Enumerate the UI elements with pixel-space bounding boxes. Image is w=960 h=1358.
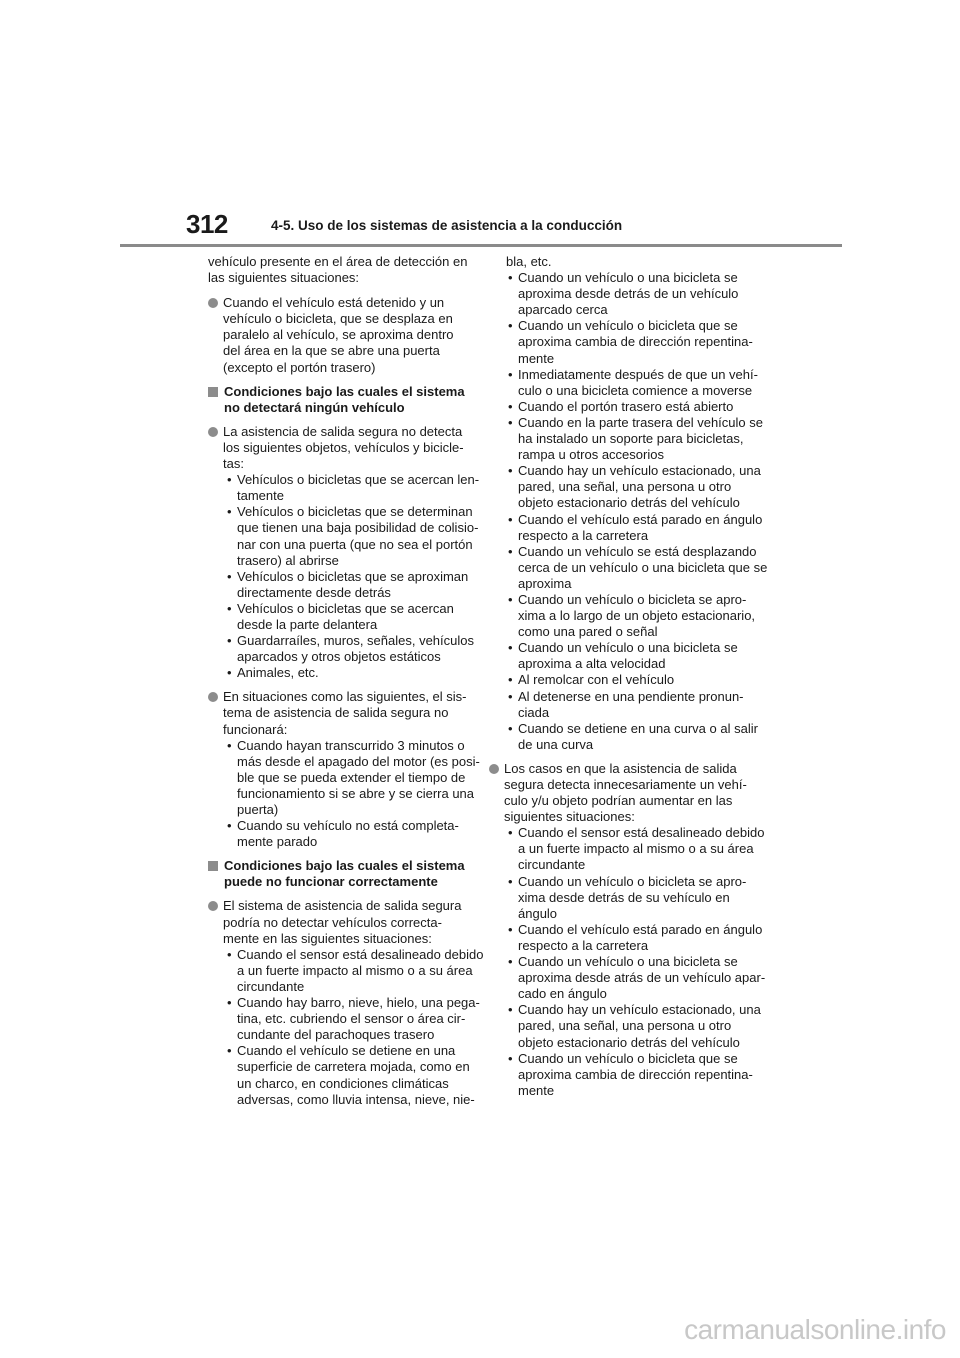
text-line: como una pared o señal [518, 624, 658, 640]
header-divider [120, 244, 842, 247]
text-line: Guardarraíles, muros, señales, vehículos [237, 633, 474, 649]
text-line: no detectará ningún vehículo [224, 399, 405, 415]
bullet-dot-icon: • [508, 1002, 513, 1018]
bullet-dot-icon: • [508, 591, 513, 607]
text-line: pared, una señal, una persona u otro [518, 1018, 732, 1034]
bullet-dot-icon: • [508, 954, 513, 970]
text-line: xima desde detrás de su vehículo en [518, 889, 730, 905]
bullet-circle-icon [208, 901, 218, 911]
text-line: ble que se pueda extender el tiempo de [237, 769, 466, 785]
bullet-dot-icon: • [227, 995, 232, 1011]
text-line: podría no detectar vehículos correcta- [223, 914, 442, 930]
text-line: culo o una bicicleta comience a moverse [518, 382, 753, 398]
section-heading [208, 384, 466, 416]
bullet-dot-icon: • [508, 511, 513, 527]
text-line: Vehículos o bicicletas que se aproximan [237, 568, 469, 584]
text-line: cundante del parachoques trasero [237, 1027, 435, 1043]
bullet-dot-icon: • [508, 1050, 513, 1066]
text-line: Vehículos o bicicletas que se acercan [237, 600, 454, 616]
text-line: ha instalado un soporte para bicicletas, [518, 431, 744, 447]
text-line: cerca de un vehículo o una bicicleta que se [518, 559, 768, 575]
text-line: aparcados y otros objetos estáticos [237, 649, 441, 665]
sub-list-item [223, 601, 479, 633]
text-line: circundante [518, 857, 586, 873]
text-line: tamente [237, 488, 284, 504]
text-line: Vehículos o bicicletas que se determinan [237, 504, 473, 520]
sub-list-item [504, 414, 763, 463]
text-line: mente [518, 350, 555, 366]
sub-list-item [504, 954, 765, 1002]
text-line: Condiciones bajo las cuales el sistema [224, 383, 465, 399]
bullet-square-icon [208, 861, 218, 871]
text-line: Cuando el portón trasero está abierto [518, 398, 734, 414]
text-line: ángulo [518, 905, 558, 921]
text-line: Cuando un vehículo o una bicicleta se [518, 954, 738, 970]
text-line: aproxima desde detrás de un vehículo [518, 286, 739, 302]
text-line: funcionamiento si se abre y se cierra una [237, 785, 475, 801]
text-line: mente parado [237, 834, 318, 850]
text-line: xima a lo largo de un objeto estacionario, [518, 608, 756, 624]
text-line: Cuando el sensor está desalineado debido [237, 946, 484, 962]
right-column [489, 254, 768, 1107]
text-line: tas: [223, 456, 244, 472]
text-line: superficie de carretera mojada, como en [237, 1059, 470, 1075]
text-line: respecto a la carretera [518, 527, 649, 543]
bullet-dot-icon: • [227, 504, 232, 520]
sub-list-item [504, 1002, 765, 1050]
sub-list-item [504, 825, 765, 873]
text-line: aproxima desde atrás de un vehículo apar- [518, 970, 766, 986]
bullet-dot-icon: • [508, 463, 513, 479]
sub-list-item [504, 463, 761, 511]
sub-list-item [504, 689, 747, 721]
text-line: Cuando un vehículo o bicicleta se apro- [518, 873, 747, 889]
sub-list-item [504, 672, 747, 688]
text-line: ciada [518, 704, 550, 720]
sub-list-item [223, 947, 483, 995]
sub-list-item [504, 543, 768, 592]
sub-list-item [223, 472, 479, 504]
bullet-dot-icon: • [508, 688, 513, 704]
text-line: aproxima cambia de dirección repentina- [518, 1066, 753, 1082]
bullet-dot-icon: • [508, 366, 513, 382]
text-line: Inmediatamente después de que un vehí- [518, 366, 758, 382]
text-line: mente [518, 1082, 555, 1098]
text-line: puede no funcionar correctamente [224, 874, 438, 890]
bullet-dot-icon: • [508, 270, 513, 286]
text-line: objeto estacionario detrás del vehículo [518, 1034, 740, 1050]
text-line: Cuando un vehículo o bicicleta que se [518, 318, 738, 334]
section-title: 4-5. Uso de los sistemas de asistencia a la conducción [271, 218, 623, 233]
bullet-dot-icon: • [508, 672, 513, 688]
text-line: Al detenerse en una pendiente pronun- [518, 688, 744, 704]
text-line: Cuando un vehículo se está desplazando [518, 543, 757, 559]
sub-list-item [223, 569, 479, 601]
sub-item-list [489, 270, 768, 753]
text-line: aproxima a alta velocidad [518, 656, 666, 672]
page-number: 312 [186, 209, 228, 239]
sub-list-item [223, 995, 483, 1043]
text-line: Cuando un vehículo o una bicicleta se [518, 270, 738, 286]
text-line: directamente desde detrás [237, 584, 391, 600]
text-line: Los casos en que la asistencia de salida [504, 760, 737, 776]
bullet-dot-icon: • [508, 825, 513, 841]
text-line: cado en ángulo [518, 986, 607, 1002]
text-line: más desde el apagado del motor (es posi- [237, 753, 480, 769]
text-line: de una curva [518, 736, 594, 752]
bullet-dot-icon: • [227, 818, 232, 834]
section-heading [208, 858, 466, 890]
text-line: mente en las siguientes situaciones: [223, 930, 432, 946]
text-line: Condiciones bajo las cuales el sistema [224, 858, 465, 874]
bullet-dot-icon: • [227, 600, 232, 616]
bullet-paragraph [489, 760, 766, 1099]
text-line: Cuando hayan transcurrido 3 minutos o [237, 737, 465, 753]
sub-list-item [504, 1051, 765, 1099]
bullet-dot-icon: • [508, 318, 513, 334]
text-line: los siguientes objetos, vehículos y bicicle- [223, 439, 464, 455]
text-line: objeto estacionario detrás del vehículo [518, 495, 740, 511]
text-line: Cuando el vehículo está detenido y un [223, 295, 445, 311]
continued-text [489, 254, 747, 270]
text-line: circundante [237, 978, 305, 994]
intro-paragraph [208, 254, 466, 286]
sub-list-item [223, 504, 479, 568]
text-line: Cuando hay un vehículo estacionado, una [518, 463, 761, 479]
text-line: un charco, en condiciones climáticas [237, 1075, 449, 1091]
text-line: Cuando el vehículo se detiene en una [237, 1043, 456, 1059]
bullet-dot-icon: • [508, 414, 513, 430]
bullet-circle-icon [208, 692, 218, 702]
text-line: bla, etc. [506, 254, 552, 269]
bullet-dot-icon: • [227, 633, 232, 649]
text-line: las siguientes situaciones: [208, 270, 360, 286]
text-line: que tienen una baja posibilidad de colisio- [237, 520, 479, 536]
sub-list-item [223, 738, 480, 818]
sub-list-item [504, 874, 765, 922]
left-column [208, 254, 484, 1116]
bullet-dot-icon: • [508, 543, 513, 559]
text-line: siguientes situaciones: [504, 809, 635, 825]
text-line: Animales, etc. [237, 665, 319, 681]
bullet-dot-icon: • [508, 720, 513, 736]
sub-list-item [504, 270, 747, 318]
text-line: Cuando hay un vehículo estacionado, una [518, 1002, 761, 1018]
text-line: desde la parte delantera [237, 616, 378, 632]
sub-list-item [223, 818, 480, 850]
text-line: aparcado cerca [518, 302, 608, 318]
bullet-paragraph [208, 423, 480, 682]
sub-list-item [223, 1043, 483, 1107]
text-line: Cuando el sensor está desalineado debido [518, 825, 765, 841]
text-line: culo y/u objeto podrían aumentar en las [504, 793, 733, 809]
bullet-dot-icon: • [227, 472, 232, 488]
sub-list-item [504, 318, 753, 366]
text-line: Cuando el vehículo está parado en ángulo [518, 511, 763, 527]
sub-list-item [223, 665, 479, 681]
bullet-circle-icon [208, 298, 218, 308]
bullet-dot-icon: • [227, 665, 232, 681]
text-line: nar con una puerta (que no sea el portón [237, 536, 473, 552]
text-line: (excepto el portón trasero) [223, 359, 376, 375]
text-line: Cuando un vehículo o una bicicleta se [518, 640, 738, 656]
text-line: adversas, como lluvia intensa, nieve, nie- [237, 1091, 475, 1107]
sub-list-item [504, 640, 747, 672]
bullet-paragraph [208, 898, 484, 1107]
text-line: vehículo o bicicleta, que se desplaza en [223, 311, 453, 327]
text-line: Cuando un vehículo o bicicleta se apro- [518, 591, 747, 607]
bullet-paragraph [208, 295, 466, 375]
text-line: pared, una señal, una persona u otro [518, 479, 732, 495]
bullet-dot-icon: • [227, 568, 232, 584]
text-line: a un fuerte impacto al mismo o a su área [237, 962, 473, 978]
text-line: Al remolcar con el vehículo [518, 672, 675, 688]
text-line: aproxima cambia de dirección repentina- [518, 334, 753, 350]
sub-list-item [504, 591, 756, 640]
text-line: a un fuerte impacto al mismo o a su área [518, 841, 754, 857]
text-line: tema de asistencia de salida segura no [223, 705, 449, 721]
text-line: funcionará: [223, 721, 288, 737]
text-line: rampa u otros accesorios [518, 447, 664, 463]
sub-list-item [504, 720, 758, 753]
text-line: Cuando un vehículo o bicicleta que se [518, 1050, 738, 1066]
text-line: segura detecta innecesariamente un vehí- [504, 777, 747, 792]
text-line: Cuando el vehículo está parado en ángulo [518, 921, 763, 937]
sub-list-item [504, 399, 747, 415]
bullet-circle-icon [489, 764, 499, 774]
bullet-dot-icon: • [508, 921, 513, 937]
text-line: tina, etc. cubriendo el sensor o área cir- [237, 1011, 466, 1027]
bullet-dot-icon: • [508, 873, 513, 889]
sub-list-item [504, 366, 758, 399]
bullet-dot-icon: • [227, 946, 232, 962]
text-line: Cuando se detiene en una curva o al salir [518, 720, 758, 736]
bullet-paragraph [208, 689, 480, 850]
sub-list-item [223, 633, 479, 665]
text-line: Cuando su vehículo no está completa- [237, 818, 459, 834]
text-line: En situaciones como las siguientes, el sis- [223, 689, 467, 705]
text-line: trasero) al abrirse [237, 552, 339, 568]
text-line: aproxima [518, 575, 572, 591]
bullet-square-icon [208, 387, 218, 397]
sub-list-item [504, 922, 765, 954]
bullet-dot-icon: • [508, 398, 513, 414]
text-line: paralelo al vehículo, se aproxima dentro [223, 327, 454, 343]
text-line: del área en la que se abre una puerta [223, 343, 440, 359]
text-line: Cuando hay barro, nieve, hielo, una pega- [237, 995, 480, 1011]
text-line: La asistencia de salida segura no detecta [223, 423, 463, 439]
text-line: vehículo presente en el área de detección en [208, 254, 468, 269]
text-line: El sistema de asistencia de salida segura [223, 898, 462, 914]
bullet-dot-icon: • [508, 640, 513, 656]
bullet-circle-icon [208, 427, 218, 437]
bullet-dot-icon: • [227, 737, 232, 753]
watermark: carmanualsonline.info [684, 1314, 946, 1345]
text-line: respecto a la carretera [518, 937, 649, 953]
text-line: Cuando en la parte trasera del vehículo se [518, 414, 763, 430]
bullet-dot-icon: • [227, 1043, 232, 1059]
sub-list-item [504, 511, 763, 544]
text-line: Vehículos o bicicletas que se acercan len- [237, 472, 480, 488]
text-line: puerta) [237, 802, 279, 817]
